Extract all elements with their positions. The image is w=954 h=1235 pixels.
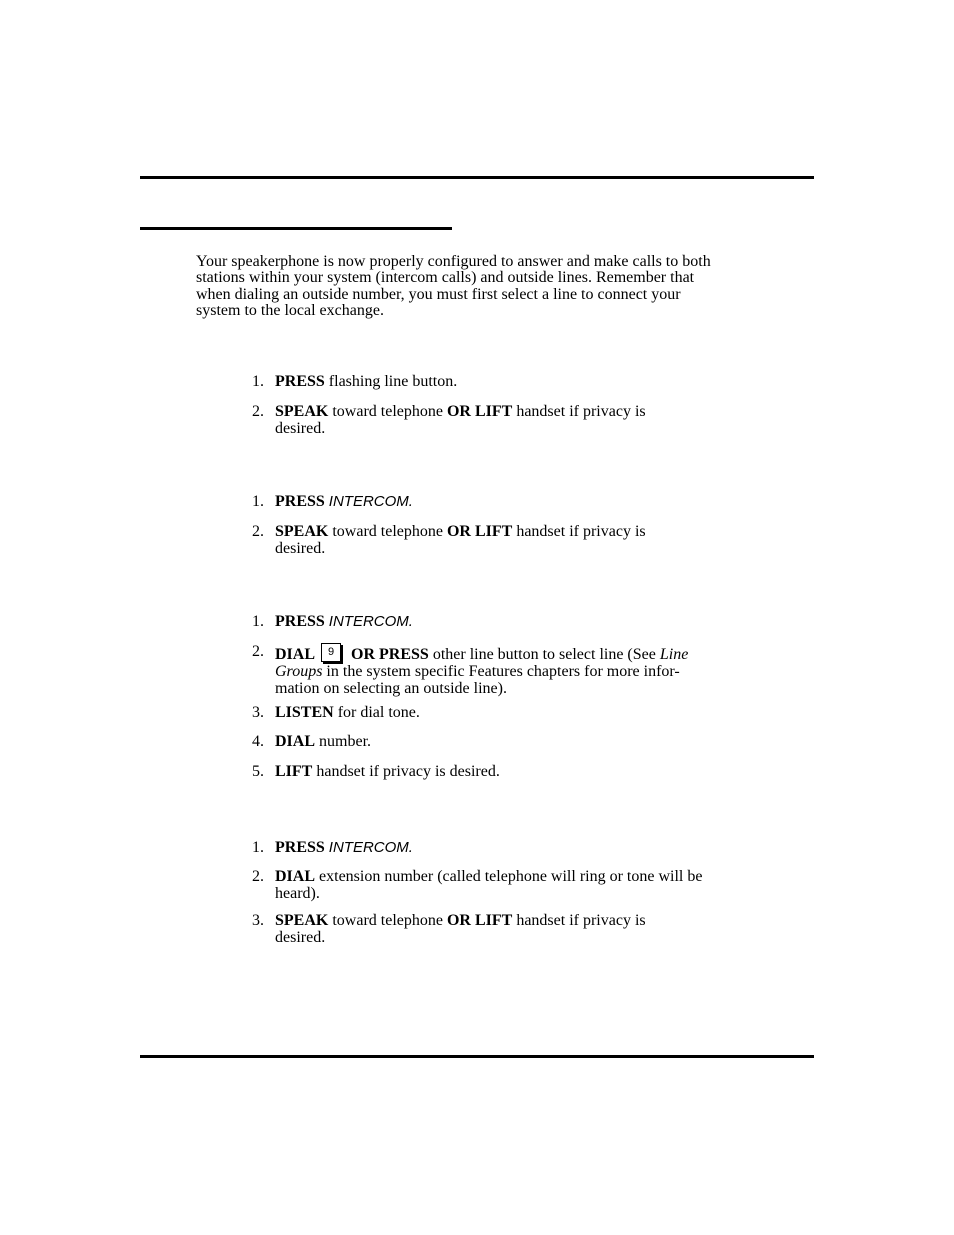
step-speak: 3. SPEAK toward telephone OR LIFT handset if privacy is desired. — [252, 912, 646, 946]
step-press-line: 1. PRESS flashing line button. — [252, 373, 458, 390]
section-title-rule — [140, 227, 452, 230]
step-press-intercom: 1. PRESS INTERCOM. — [252, 493, 413, 510]
intro-paragraph: Your speakerphone is now properly configured to answer and make calls to both stations within your system (intercom calls) and outside lines. Remember that when dialing an outside number, you must first select a line to connect your system to the local exchange. — [196, 253, 711, 319]
step-dial-line: 2. DIAL 9 OR PRESS other line button to select line (See Line Groups in the system specific Features chapters for more infor-mation on selecting an outside line). — [252, 643, 689, 697]
footer-rule — [140, 1055, 814, 1058]
step-speak: 2. SPEAK toward telephone OR LIFT handset if privacy is desired. — [252, 403, 646, 437]
header-rule — [140, 176, 814, 179]
dial-key-9-icon: 9 — [321, 643, 341, 662]
step-press-intercom: 1. PRESS INTERCOM. — [252, 839, 413, 856]
step-dial-number: 4. DIAL number. — [252, 733, 372, 750]
step-press-intercom: 1. PRESS INTERCOM. — [252, 613, 413, 630]
step-listen: 3. LISTEN for dial tone. — [252, 704, 420, 721]
step-dial-extension: 2. DIAL extension number (called telephone will ring or tone will be heard). — [252, 868, 703, 902]
step-lift: 5. LIFT handset if privacy is desired. — [252, 763, 500, 780]
step-speak: 2. SPEAK toward telephone OR LIFT handset if privacy is desired. — [252, 523, 646, 557]
